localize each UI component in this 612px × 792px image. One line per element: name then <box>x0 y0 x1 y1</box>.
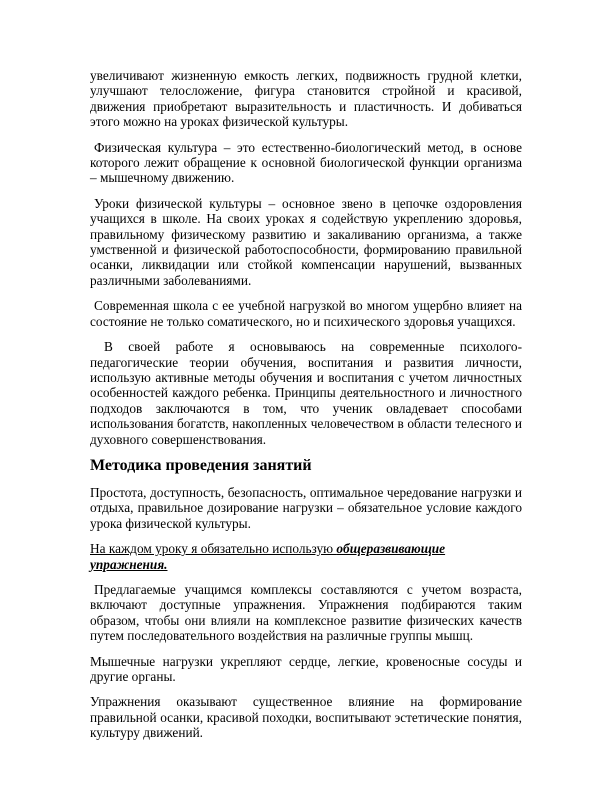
paragraph-5: В своей работе я основываюсь на современные психолого-педагогические теории обучения, воспитания и развития личности, использую активные методы обучения и воспитания с учетом личностных особенностей каждого ребенка. Принципы деятельностного и личностного подходов заключаются в том, что ученик овладевает способами использования богатств, накопленных человечеством в области телесного и духовного совершенствования. <box>90 339 522 447</box>
paragraph-6: Простота, доступность, безопасность, оптимальное чередование нагрузки и отдыха, правильное дозирование нагрузки – обязательное условие каждого урока физической культуры. <box>90 484 522 531</box>
paragraph-10: Упражнения оказывают существенное влияние на формирование правильной осанки, красивой походки, воспитывают эстетические понятия, культуру движений. <box>90 694 522 741</box>
paragraph-2: Физическая культура – это естественно-биологический метод, в основе которого лежит обращение к основной биологической функции организма – мышечному движению. <box>90 139 522 186</box>
paragraph-9: Мышечные нагрузки укрепляют сердце, легкие, кровеносные сосуды и другие органы. <box>90 653 522 684</box>
paragraph-7 <box>90 541 522 572</box>
paragraph-1: увеличивают жизненную емкость легких, подвижность грудной клетки, улучшают телосложение, фигура становится стройной и красивой, движения приобретают выразительность и пластичность. И добиваться этого можно на уроках физической культуры. <box>90 68 522 130</box>
paragraph-3: Уроки физической культуры – основное звено в цепочке оздоровления учащихся в школе. На своих уроках я содействую укреплению здоровья, правильному физическому развитию и закаливанию организма, а также умственной и физической работоспособности, формированию правильной осанки, ликвидации или стойкой компенсации нарушений, вызванных различными заболеваниями. <box>90 195 522 288</box>
paragraph-8: Предлагаемые учащимся комплексы составляются с учетом возраста, включают доступные упражнения. Упражнения подбираются таким образом, чтобы они влияли на комплексное развитие физических качеств путем последовательного воздействия на различные группы мышц. <box>90 581 522 644</box>
paragraph-4: Современная школа с ее учебной нагрузкой во многом ущербно влияет на состояние не только соматического, но и психического здоровья учащихся. <box>90 298 522 329</box>
document-page <box>90 68 522 751</box>
paragraph-7-prefix: На каждом уроку я обязательно использую <box>90 541 337 557</box>
paragraph-7-emphasis: общеразвивающие упражнения. <box>90 541 446 572</box>
section-heading: Методика проведения занятий <box>90 456 312 474</box>
